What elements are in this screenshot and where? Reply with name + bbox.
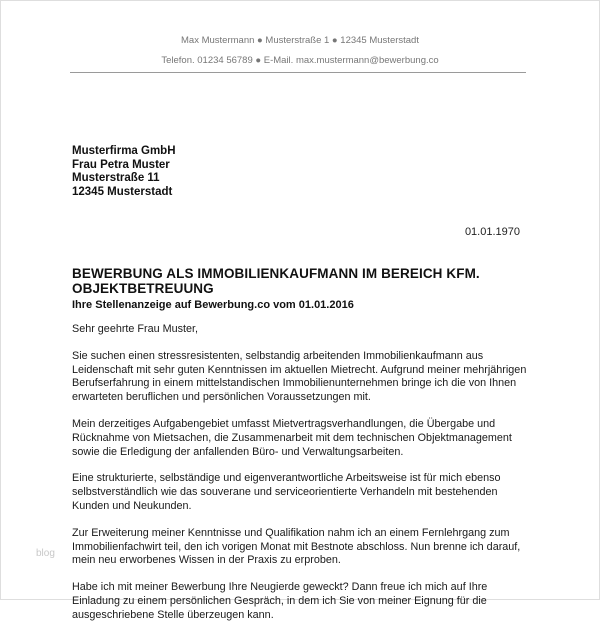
recipient-city: 12345 Musterstadt — [72, 185, 173, 198]
letter-greeting: Sehr geehrte Frau Muster, — [72, 323, 199, 335]
sender-address-line: Max Mustermann ● Musterstraße 1 ● 12345 Musterstadt — [181, 35, 419, 46]
watermark: blog — [36, 548, 55, 559]
recipient-company: Musterfirma GmbH — [72, 145, 176, 157]
body-paragraph-5: Habe ich mit meiner Bewerbung Ihre Neugierde geweckt? Dann freue ich mich auf Ihre Einladung zu einem persönlichen Gespräch, in dem ich Sie von meiner Eignung für die ausgeschriebene Stelle überzeugen kann. — [72, 581, 488, 621]
letter-subject: BEWERBUNG ALS IMMOBILIENKAUFMANN IM BEREICH KFM. OBJEKTBETREUUNG — [72, 266, 480, 296]
letter-date: 01.01.1970 — [464, 226, 520, 238]
sender-contact-line: Telefon. 01234 56789 ● E-Mail. max.mustermann@bewerbung.co — [161, 55, 439, 66]
header-divider — [70, 72, 526, 73]
recipient-address — [72, 145, 176, 199]
body-paragraph-1: Sie suchen einen stressresistenten, selbstandig arbeitenden Immobilienkaufmann aus Leidenschaft mit sehr guten Kenntnissen im aktuellen Mietrecht. Aufgrund meiner mehrjährigen Berufserfahrung in einem mittelstandischen Immobilienunternehmen bringe ich die von Ihnen erwarteten beruflichen und persönlichen Voraussetzungen mit. — [72, 349, 527, 404]
body-paragraph-2: Mein derzeitiges Aufgabengebiet umfasst Mietvertragsverhandlungen, die Übergabe und Rücknahme von Mietsachen, die Zusammenarbeit mit dem technischen Objektmanagement sowie die Erledigung der anfallenden Büro- und Verwaltungsarbeiten. — [72, 417, 512, 458]
letter-body — [72, 323, 534, 636]
letter-reference: Ihre Stellenanzeige auf Bewerbung.co vom 01.01.2016 — [72, 299, 354, 311]
body-paragraph-4: Zur Erweiterung meiner Kenntnisse und Qualifikation nahm ich an einem Fernlehrgang zum Immobilienfachwirt teil, den ich vorigen Monat mit Bestnote abschloss. Nun brenne ich darauf, mein neu erworbenes Wissen in der Praxis zu erproben. — [72, 526, 521, 567]
recipient-street: Musterstraße 11 — [72, 172, 160, 184]
recipient-name: Frau Petra Muster — [72, 158, 170, 171]
body-paragraph-3: Eine strukturierte, selbständige und eigenverantwortliche Arbeitsweise ist für mich ebenso selbstverständlich wie das souverane und serviceorientierte Verhandeln mit bestehenden Kunden und Neukunden. — [72, 472, 501, 512]
